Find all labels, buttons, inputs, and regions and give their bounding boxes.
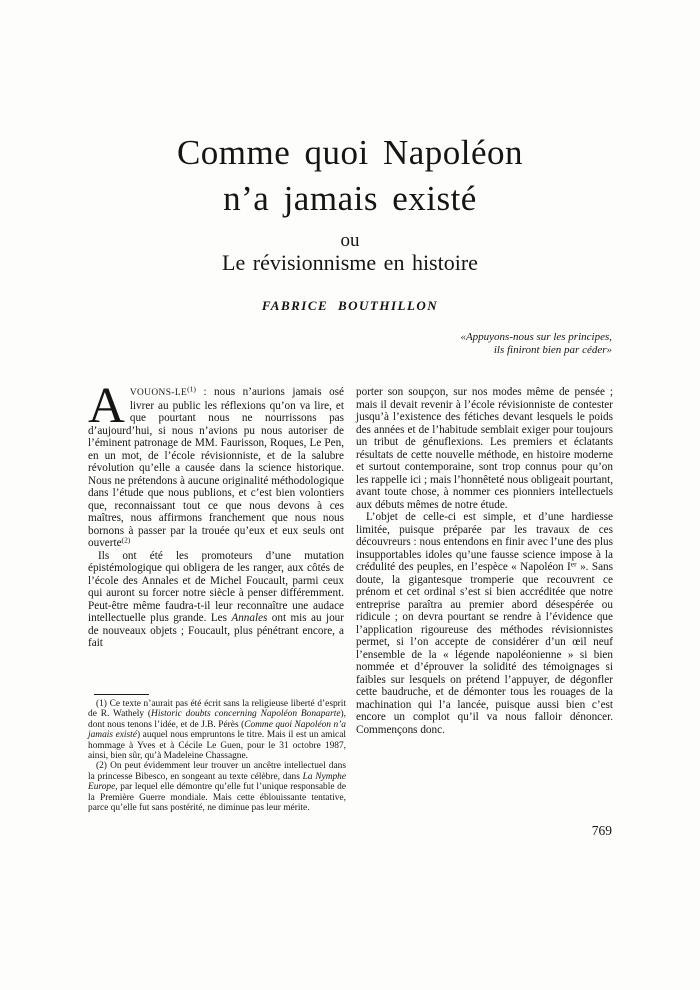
footnote-ref-2: (2) (121, 535, 131, 545)
page-number: 769 (591, 823, 612, 838)
title-connector: ou (340, 230, 360, 251)
article-title-line2: n’a jamais existé (223, 179, 477, 218)
epigraph-line1: «Appuyons-nous sur les principes, (460, 331, 612, 343)
small-caps-opening: VOUONS-LE (129, 388, 188, 398)
footnote-marker: (2) (96, 761, 107, 772)
paragraph-text: L’objet de celle-ci est simple, et d’une hardiesse limitée, puisque préparée par les travaux de ces découvreurs : nous entendons en finir avec l’une des plus insupportables idoles qu’une fausse science impose à la crédulité des peuples, en l’espèce « Napoléon I (356, 511, 613, 573)
footnote-text: Ce texte n’aurait pas été écrit sans la religieuse liberté d’esprit de R. Wathely ( (88, 699, 346, 720)
paragraph-text: Ils ont été les promoteurs d’une mutation épistémologique qui obligera de les ranger, aux côtés de l’école des Annales et de Michel Foucault, parmi ceux qui auront su forcer notre siècle à penser différemment. Peut-être même faudra-t-il leur reconnaître une audace intellectuelle plus grande. Les (88, 549, 344, 624)
paragraph-opening (88, 378, 344, 550)
paragraph-objet (356, 511, 613, 736)
paragraph-continuation: porter son soupçon, sur nos modes même de pensée ; mais il devait revenir à l’école révisionniste de contester jusqu’à l’existence des fétiches devant lesquels le poids des années et de l’habitude semblait exiger pour toujours un tribut de génuflexions. Les premiers et éclatants résultats de cette nouvelle méthode, en histoire moderne et surtout contemporaine, sont trop connus pour qu’on les rappelle ici ; mais l’honnêteté nous obligeait pourtant, avant toute chose, à nommer ces pionniers intellectuels aux débuts mêmes de notre étude. (356, 386, 613, 511)
footnote-marker: (1) (96, 699, 107, 709)
ordinal-superscript: er (570, 559, 577, 569)
left-column (88, 378, 344, 650)
author-name: FABRICE BOUTHILLON (261, 298, 439, 313)
drop-cap: A (88, 378, 125, 434)
article-title-line1: Comme quoi Napoléon (176, 133, 524, 172)
paragraph-promoteurs (88, 550, 344, 650)
footnote-2 (88, 761, 346, 813)
paragraph-text: ont mis au jour de nouveaux objets ; Foucault, plus pénétrant encore, a fait (88, 612, 344, 649)
right-column (356, 386, 613, 736)
article-title (0, 130, 700, 222)
italic-work-title: La Nymphe Europe (88, 771, 346, 793)
italic-work-title: Comme quoi Napoléon n’a jamais existé (88, 719, 346, 741)
paragraph-text: : nous n’aurions jamais osé livrer au public les réflexions qu’on va lire, et que pourtant nous ne nourrissons pas d’aujourd’hui, si nous n’avions pu nous autoriser de l’éminent patronage de MM. Faurisson, Roques, Le Pen, en un mot, de l’école révisionniste, et de la salubre révolution qu’elle a causée dans la science historique. Nous ne prétendons à aucune originalité méthodologique dans l’étude que nous publions, et c’est bien volontiers que, reconnaissant tout ce que nous devons à ces maîtres, nous affirmons franchement que nous nous bornons à passer par la trouée qu’eux et eux seuls ont ouverte (88, 386, 344, 549)
paragraph-text: ». Sans doute, la gigantesque tromperie que recouvrent ce prénom et cet ordinal s’est si bien accréditée que notre entreprise paraîtra au premier abord désespérée ou ridicule ; on devra pourtant se rendre à l’évidence que l’application rigoureuse des méthodes révisionnistes permet, si l’on accepte de considérer d’un œil neuf l’ensemble de la « légende napoléonienne » si bien nommée et d’éprouver la solidité des témoignages si faibles sur lesquels on prétend l’appuyer, de dégonfler cette baudruche, et de démonter tous les rouages de la machination qui l’a lancée, puisque aussi bien c’est encore un complot qu’il va nous falloir dénoncer. Commençons donc. (356, 561, 613, 736)
footnote-divider (94, 694, 149, 695)
footnote-text: ) auquel nous empruntons le titre. Mais il est un amical hommage à Yves et à Cécile Le Guen, pour le 31 octobre 1987, ainsi, bien sûr, qu’à Madeleine Chassagne. (88, 730, 346, 762)
footnote-ref-1: (1) (187, 384, 196, 394)
epigraph-line2: ils finiront bien par céder» (493, 344, 612, 356)
italic-work-title: Historic doubts concerning Napoléon Bonaparte (151, 709, 341, 720)
footnote-1 (88, 699, 346, 761)
article-subtitle: Le révisionnisme en histoire (222, 250, 478, 275)
italic-annales: Annales (231, 612, 268, 624)
footnotes-section (88, 694, 346, 813)
footnote-text: ), dont nous tenons l’idée, et de J.B. Pérès ( (88, 709, 346, 730)
footnote-text: , par lequel elle démontre qu’elle fut l’unique responsable de la Première Guerre mondiale. Mais cette éblouissante tentative, parce qu’elle fut sans postérité, ne diminue pas leur mérite. (88, 782, 346, 814)
epigraph (460, 331, 612, 357)
footnote-text: On peut évidemment leur trouver un ancêtre intellectuel dans la princesse Bibesco, en songeant au texte célèbre, dans (88, 761, 346, 782)
